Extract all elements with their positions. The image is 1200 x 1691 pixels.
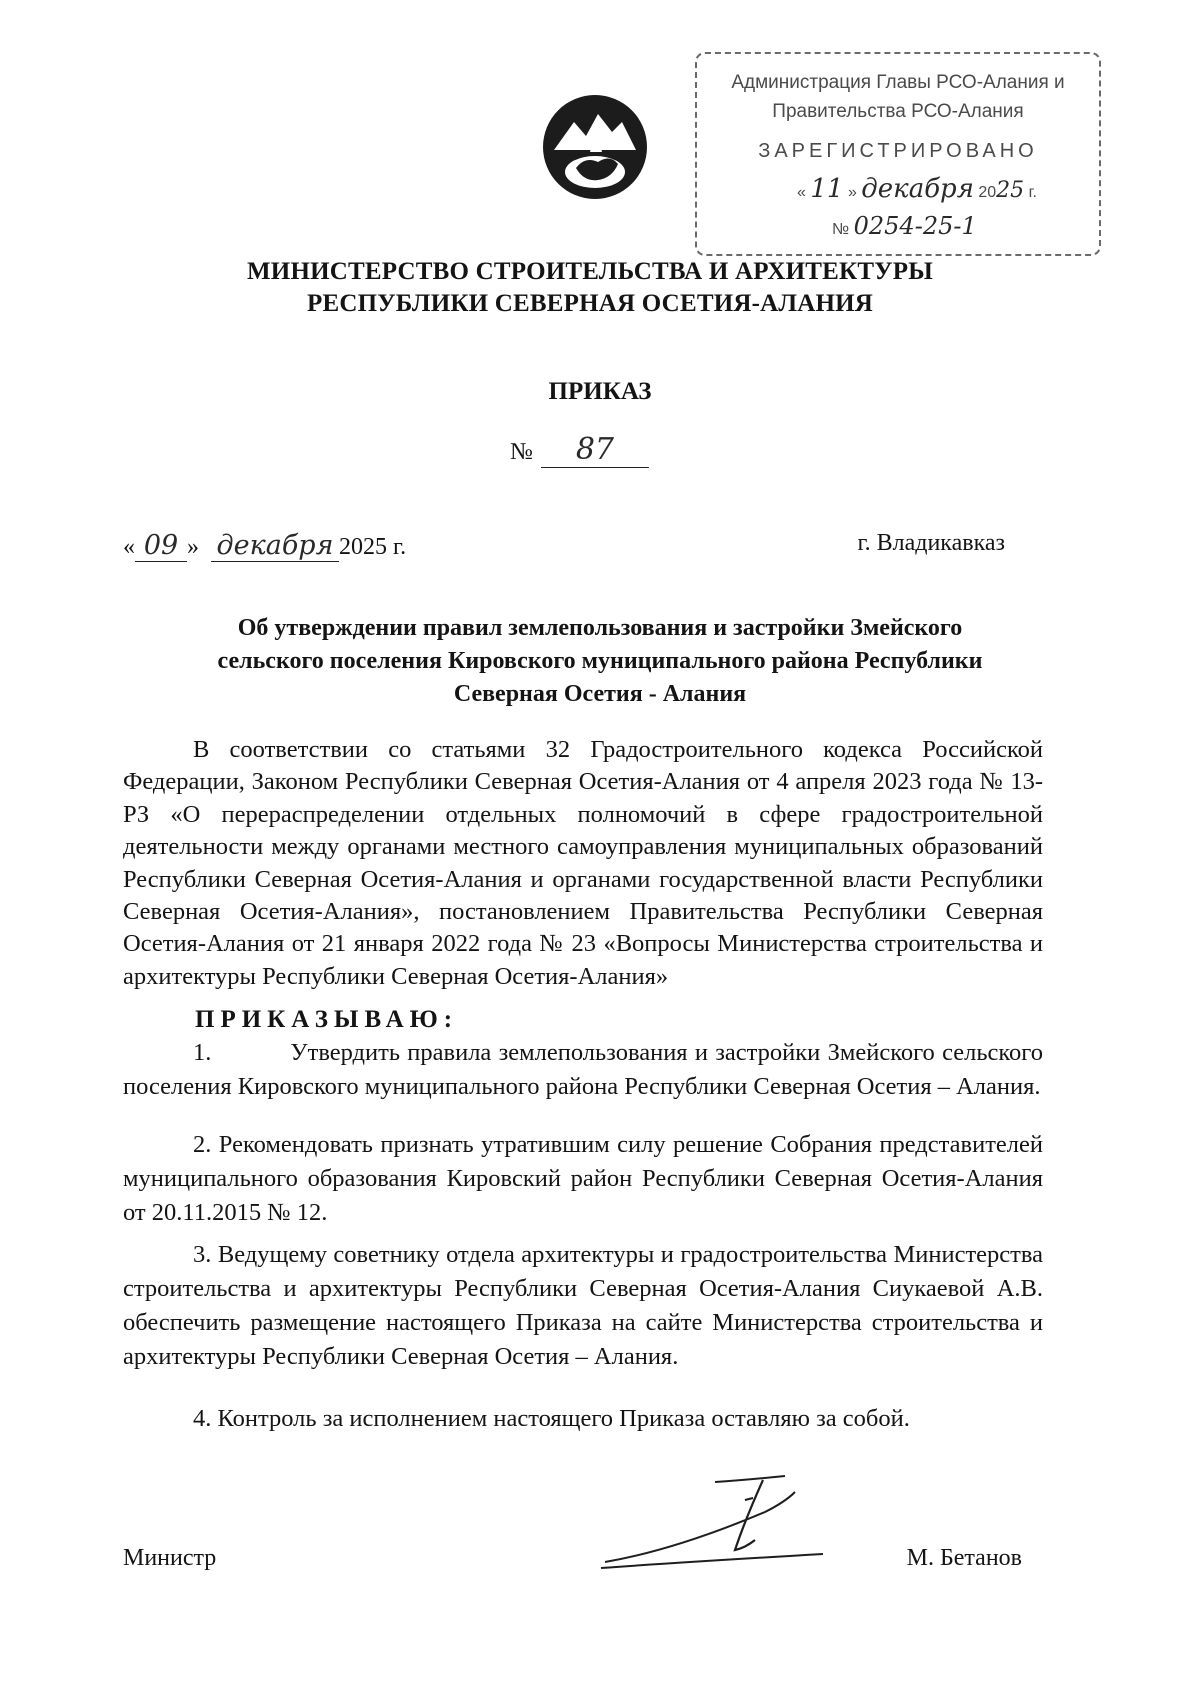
signer-name: М. Бетанов [906, 1545, 1022, 1571]
stamp-date-month: декабря [861, 174, 974, 204]
handwritten-signature [595, 1470, 845, 1580]
signer-position: Министр [123, 1545, 217, 1571]
registration-stamp [695, 52, 1101, 256]
order-item-text: Рекомендовать признать утратившим силу решение Собрания представителей муниципального образования Кировский район Республики Северная Осетия-Алания от 20.11.2015 № 12. [123, 1131, 1043, 1226]
stamp-organization-line1: Администрация Главы РСО-Алания и [731, 72, 1065, 93]
stamp-organization-line2: Правительства РСО-Алания [772, 101, 1024, 122]
coat-of-arms-emblem [540, 92, 650, 202]
order-item-2 [123, 1128, 1043, 1230]
stamp-registration-number: 0254-25-1 [853, 212, 977, 240]
order-item-number: 1. [193, 1039, 212, 1066]
order-date-day: 09 [143, 530, 179, 561]
order-item-3 [123, 1238, 1043, 1374]
stamp-date: « 11 » декабря 2025 г. [797, 174, 1037, 204]
order-date: « 09 » декабря 2025 г. [123, 530, 407, 561]
preamble-paragraph: В соответствии со статьями 32 Градостроительного кодекса Российской Федерации, Законом Республики Северная Осетия-Алания от 4 апреля 2023 года № 13-РЗ «О перераспределении отдельных полномочий в сфере градостроительной деятельности между органами местного самоуправления муниципальных образований Республики Северная Осетия-Алания и органами государственной власти Республики Северная Осетия-Алания», постановлением Правительства Республики Северная Осетия-Алания от 21 января 2022 года № 23 «Вопросы Министерства строительства и архитектуры Республики Северная Осетия-Алания» [123, 736, 1043, 990]
order-city: г. Владикавказ [857, 530, 1005, 556]
order-verb: ПРИКАЗЫВАЮ: [195, 1006, 459, 1033]
order-item-number: 3. [193, 1241, 212, 1268]
stamp-number: № 0254-25-1 [832, 212, 977, 240]
stamp-registered-label: ЗАРЕГИСТРИРОВАНО [758, 140, 1038, 162]
stamp-date-year: 25 [996, 178, 1025, 203]
document-title: Об утверждении правил землепользования и застройки Змейского сельского поселения Кировского муниципального района Республики Северная Осетия - Алания [217, 615, 983, 707]
order-item-1 [123, 1036, 1043, 1104]
ministry-name-line1: МИНИСТЕРСТВО СТРОИТЕЛЬСТВА И АРХИТЕКТУРЫ [247, 258, 933, 285]
ministry-name-line2: РЕСПУБЛИКИ СЕВЕРНАЯ ОСЕТИЯ-АЛАНИЯ [306, 290, 873, 317]
order-number: № 87 [510, 432, 649, 468]
order-heading: ПРИКАЗ [548, 378, 652, 405]
stamp-date-day: 11 [810, 174, 844, 204]
order-item-text: Ведущему советнику отдела архитектуры и градостроительства Министерства строительства и архитектуры Республики Северная Осетия-Алания Сиукаевой А.В. обеспечить размещение настоящего Приказа на сайте Министерства строительства и архитектуры Республики Северная Осетия – Алания. [123, 1241, 1044, 1370]
order-item-number: 4. [193, 1405, 212, 1432]
order-number-value: 87 [575, 432, 614, 467]
order-item-4 [123, 1402, 1043, 1436]
order-item-text: Контроль за исполнением настоящего Приказа оставляю за собой. [217, 1405, 910, 1432]
order-item-number: 2. [193, 1131, 212, 1158]
order-item-text: Утвердить правила землепользования и застройки Змейского сельского поселения Кировского муниципального района Республики Северная Осетия – Алания. [123, 1039, 1043, 1100]
order-date-year: 2025 г. [339, 534, 407, 560]
order-date-month: декабря [216, 530, 334, 561]
